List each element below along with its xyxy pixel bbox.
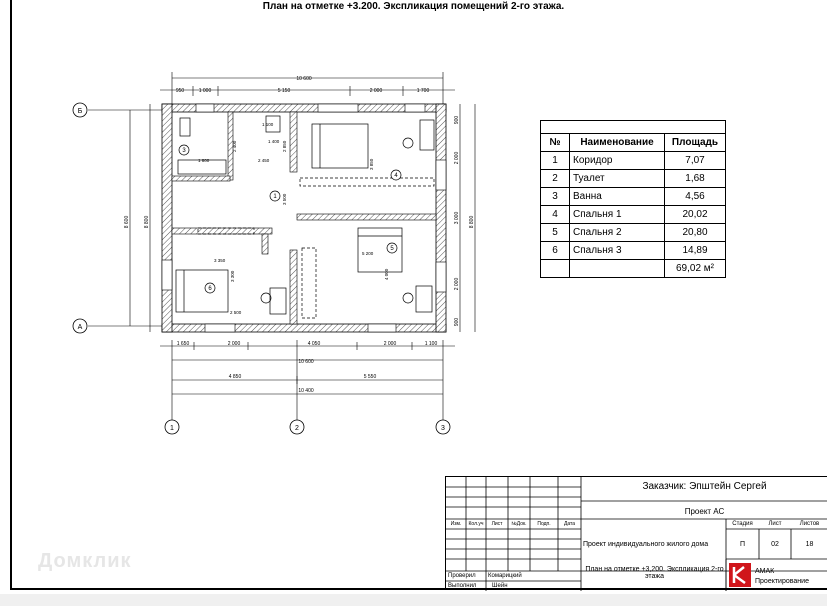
col-label-kol: Кол.уч	[468, 521, 484, 527]
row-area: 7,07	[665, 152, 726, 170]
dim-bottom	[160, 342, 455, 394]
dim-top-4: 2 000	[369, 88, 383, 94]
room-mark-5: 5	[390, 246, 394, 252]
row-area: 1,68	[665, 170, 726, 188]
dim-top-2: 1 000	[198, 88, 212, 94]
stage-header: Стадия	[732, 521, 753, 527]
project-name: Проект АС	[684, 507, 725, 516]
table-row	[541, 224, 726, 242]
customer-name: Заказчик: Эпштейн Сергей	[642, 481, 767, 492]
dim-inner-6: 2 850	[282, 140, 287, 152]
dim-bottom-3: 4 050	[307, 341, 321, 347]
dim-right-total: 8 800	[469, 215, 475, 229]
dim-top-3: 5 150	[277, 88, 291, 94]
sheet-header: Лист	[768, 521, 782, 527]
dim-left-inner: 8 800	[144, 215, 150, 229]
dim-inner-5: 1 100	[262, 122, 274, 127]
dim-right-1: 900	[454, 115, 460, 125]
dim-inner-4: 1 400	[268, 139, 280, 144]
row-num: 1	[541, 152, 570, 170]
room-mark-4: 4	[394, 173, 398, 179]
drawing-name: План на отметке +3,200. Экспликация 2-го этажа	[585, 566, 724, 580]
table-total-row	[541, 260, 726, 278]
row-name: Спальня 3	[570, 242, 665, 260]
bottom-bar	[0, 594, 827, 606]
dim-inner-7: 3 850	[369, 158, 374, 170]
dim-bottom-axes-total: 10 400	[298, 388, 314, 394]
table-header-row	[541, 134, 726, 152]
company-name: АМАК	[755, 568, 775, 575]
checked-label: Проверил	[448, 573, 476, 579]
dim-inner-12: 3 500	[282, 193, 287, 205]
row-area: 14,89	[665, 242, 726, 260]
axis-3-label: 3	[441, 425, 445, 432]
col-label-doc: №Док.	[511, 521, 527, 527]
row-name: Спальня 2	[570, 224, 665, 242]
row-name: Коридор	[570, 152, 665, 170]
table-row	[541, 188, 726, 206]
table-caption-row	[541, 121, 726, 134]
sheets-value: 18	[805, 541, 814, 548]
row-area: 20,80	[665, 224, 726, 242]
row-name: Туалет	[570, 170, 665, 188]
table-header-name: Наименование	[570, 134, 665, 152]
dim-bottom-total: 10 600	[298, 359, 314, 365]
dim-inner-11: 4 000	[384, 268, 389, 280]
title-block	[445, 476, 827, 590]
row-num: 2	[541, 170, 570, 188]
dim-right-5: 900	[454, 317, 460, 327]
axis-a-label: А	[77, 324, 83, 331]
col-label-list: Лист	[491, 521, 503, 527]
row-area: 20,02	[665, 206, 726, 224]
row-num: 6	[541, 242, 570, 260]
row-num: 4	[541, 206, 570, 224]
dim-bottom-axes-b: 5 550	[363, 374, 377, 380]
room-mark-1: 1	[273, 194, 277, 200]
table-row	[541, 152, 726, 170]
dim-inner-1: 2 400	[232, 140, 237, 152]
dim-top-total: 10 600	[296, 76, 312, 82]
dim-inner-9: 3 300	[230, 270, 235, 282]
table-row	[541, 170, 726, 188]
row-area: 4,56	[665, 188, 726, 206]
row-name: Спальня 1	[570, 206, 665, 224]
company-logo	[729, 563, 751, 587]
dim-inner-13: 2 500	[230, 310, 242, 315]
dim-bottom-2: 2 000	[227, 341, 241, 347]
room-mark-6: 6	[208, 286, 212, 292]
table-row	[541, 242, 726, 260]
done-name: Шейн	[492, 583, 508, 589]
stage-value: П	[739, 541, 746, 548]
walls	[162, 104, 446, 332]
sheets-header: Листов	[799, 521, 820, 527]
company-sub: Проектирование	[755, 578, 809, 585]
col-label-date: Дата	[563, 521, 576, 527]
dim-top-5: 1 700	[416, 88, 430, 94]
drawing-title: План на отметке +3.200. Экспликация помещений 2-го этажа.	[262, 1, 565, 12]
dim-inner-8: 3 350	[214, 258, 226, 263]
axis-2-label: 2	[295, 425, 299, 432]
axis-1-label: 1	[170, 425, 174, 432]
table-row	[541, 206, 726, 224]
dim-right-2: 2 000	[454, 151, 460, 165]
dim-bottom-1: 1 650	[176, 341, 190, 347]
dim-right-3: 3 000	[454, 211, 460, 225]
row-num: 3	[541, 188, 570, 206]
axis-b-label: Б	[77, 108, 83, 115]
done-label: Выполнил	[448, 583, 477, 589]
dim-inner-3: 2 450	[258, 158, 270, 163]
dim-left-total: 8 600	[124, 215, 130, 229]
dim-bottom-axes-a: 4 850	[228, 374, 242, 380]
dim-right-4: 2 000	[454, 277, 460, 291]
row-num: 5	[541, 224, 570, 242]
dim-top-1: 950	[175, 88, 185, 94]
dim-inner-10: 5 200	[362, 251, 374, 256]
sheet-value: 02	[771, 541, 779, 548]
checked-name: Комарицкий	[488, 573, 522, 579]
col-label-sign: Подп.	[537, 521, 551, 527]
room-table	[540, 120, 726, 278]
table-header-num: №	[541, 134, 570, 152]
dim-bottom-5: 1 100	[424, 341, 438, 347]
room-mark-3: 3	[182, 148, 186, 154]
watermark-logo: Домклик	[38, 550, 132, 572]
project-description: Проект индивидуального жилого дома	[583, 541, 709, 548]
dim-bottom-4: 2 000	[383, 341, 397, 347]
table-header-area: Площадь	[665, 134, 726, 152]
total-area: 69,02 м²	[665, 260, 726, 278]
dim-inner-2: 1 800	[198, 158, 210, 163]
col-label-izm: Изм.	[450, 521, 462, 527]
row-name: Ванна	[570, 188, 665, 206]
